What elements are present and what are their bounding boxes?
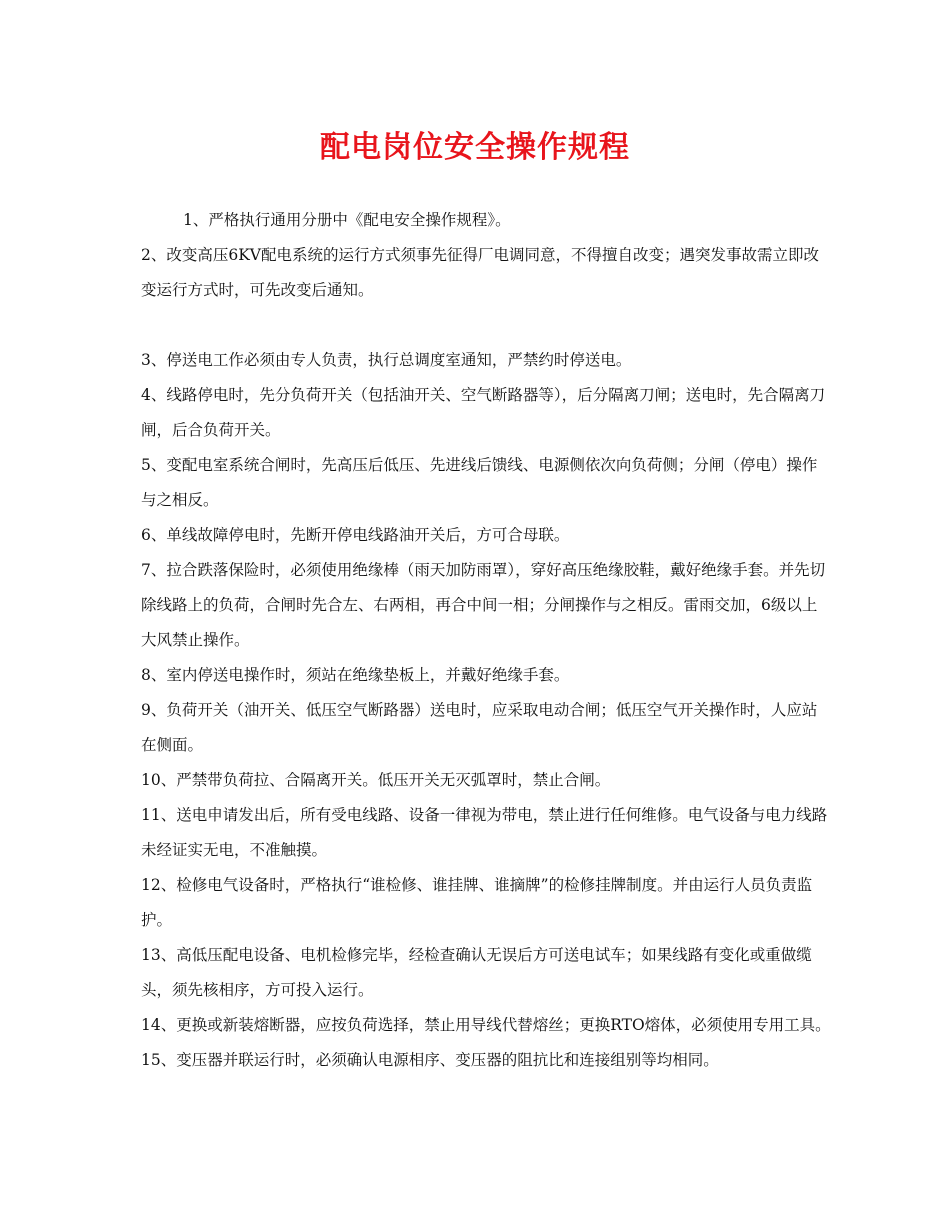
paragraph-15: 15、变压器并联运行时，必须确认电源相序、变压器的阻抗比和连接组别等均相同。 [141, 1051, 719, 1069]
paragraph-12: 12、检修电气设备时，严格执行“谁检修、谁挂牌、谁摘牌”的检修挂牌制度。并由运行人员负责监护。 [141, 876, 813, 929]
paragraph-8: 8、室内停送电操作时，须站在绝缘垫板上，并戴好绝缘手套。 [141, 666, 570, 684]
paragraph-5: 5、变配电室系统合闸时，先高压后低压、先进线后馈线、电源侧依次向负荷侧；分闸（停电）操作与之相反。 [141, 456, 818, 509]
paragraph-spacer [141, 308, 831, 343]
paragraph-9: 9、负荷开关（油开关、低压空气断路器）送电时，应采取电动合闸；低压空气开关操作时，人应站在侧面。 [141, 701, 818, 754]
paragraph-7: 7、拉合跌落保险时，必须使用绝缘棒（雨天加防雨罩），穿好高压绝缘胶鞋，戴好绝缘手套。并先切除线路上的负荷，合闸时先合左、右两相，再合中间一相；分闸操作与之相反。雷雨交加，6级以上大风禁止操作。 [141, 561, 826, 649]
paragraph-10: 10、严禁带负荷拉、合隔离开关。低压开关无灭弧罩时，禁止合闸。 [141, 771, 611, 789]
paragraph-2: 2、改变高压6KV配电系统的运行方式须事先征得厂电调同意，不得擅自改变；遇突发事故需立即改变运行方式时，可先改变后通知。 [141, 246, 819, 299]
paragraph-13: 13、高低压配电设备、电机检修完毕，经检查确认无误后方可送电试车；如果线路有变化或重做缆头，须先核相序，方可投入运行。 [141, 946, 812, 999]
document-body [141, 203, 831, 1078]
paragraph-1: 1、严格执行通用分册中《配电安全操作规程》。 [183, 211, 511, 229]
paragraph-11: 11、送电申请发出后，所有受电线路、设备一律视为带电，禁止进行任何维修。电气设备与电力线路未经证实无电，不准触摸。 [141, 806, 828, 859]
paragraph-3: 3、停送电工作必须由专人负责，执行总调度室通知，严禁约时停送电。 [141, 351, 632, 369]
paragraph-14: 14、更换或新装熔断器，应按负荷选择，禁止用导线代替熔丝；更换RTO熔体，必须使用专用工具。 [141, 1016, 831, 1034]
paragraph-6: 6、单线故障停电时，先断开停电线路油开关后，方可合母联。 [141, 526, 570, 544]
document-title: 配电岗位安全操作规程 [320, 130, 630, 165]
paragraph-4: 4、线路停电时，先分负荷开关（包括油开关、空气断路器等），后分隔离刀闸；送电时，先合隔离刀闸，后合负荷开关。 [141, 386, 826, 439]
